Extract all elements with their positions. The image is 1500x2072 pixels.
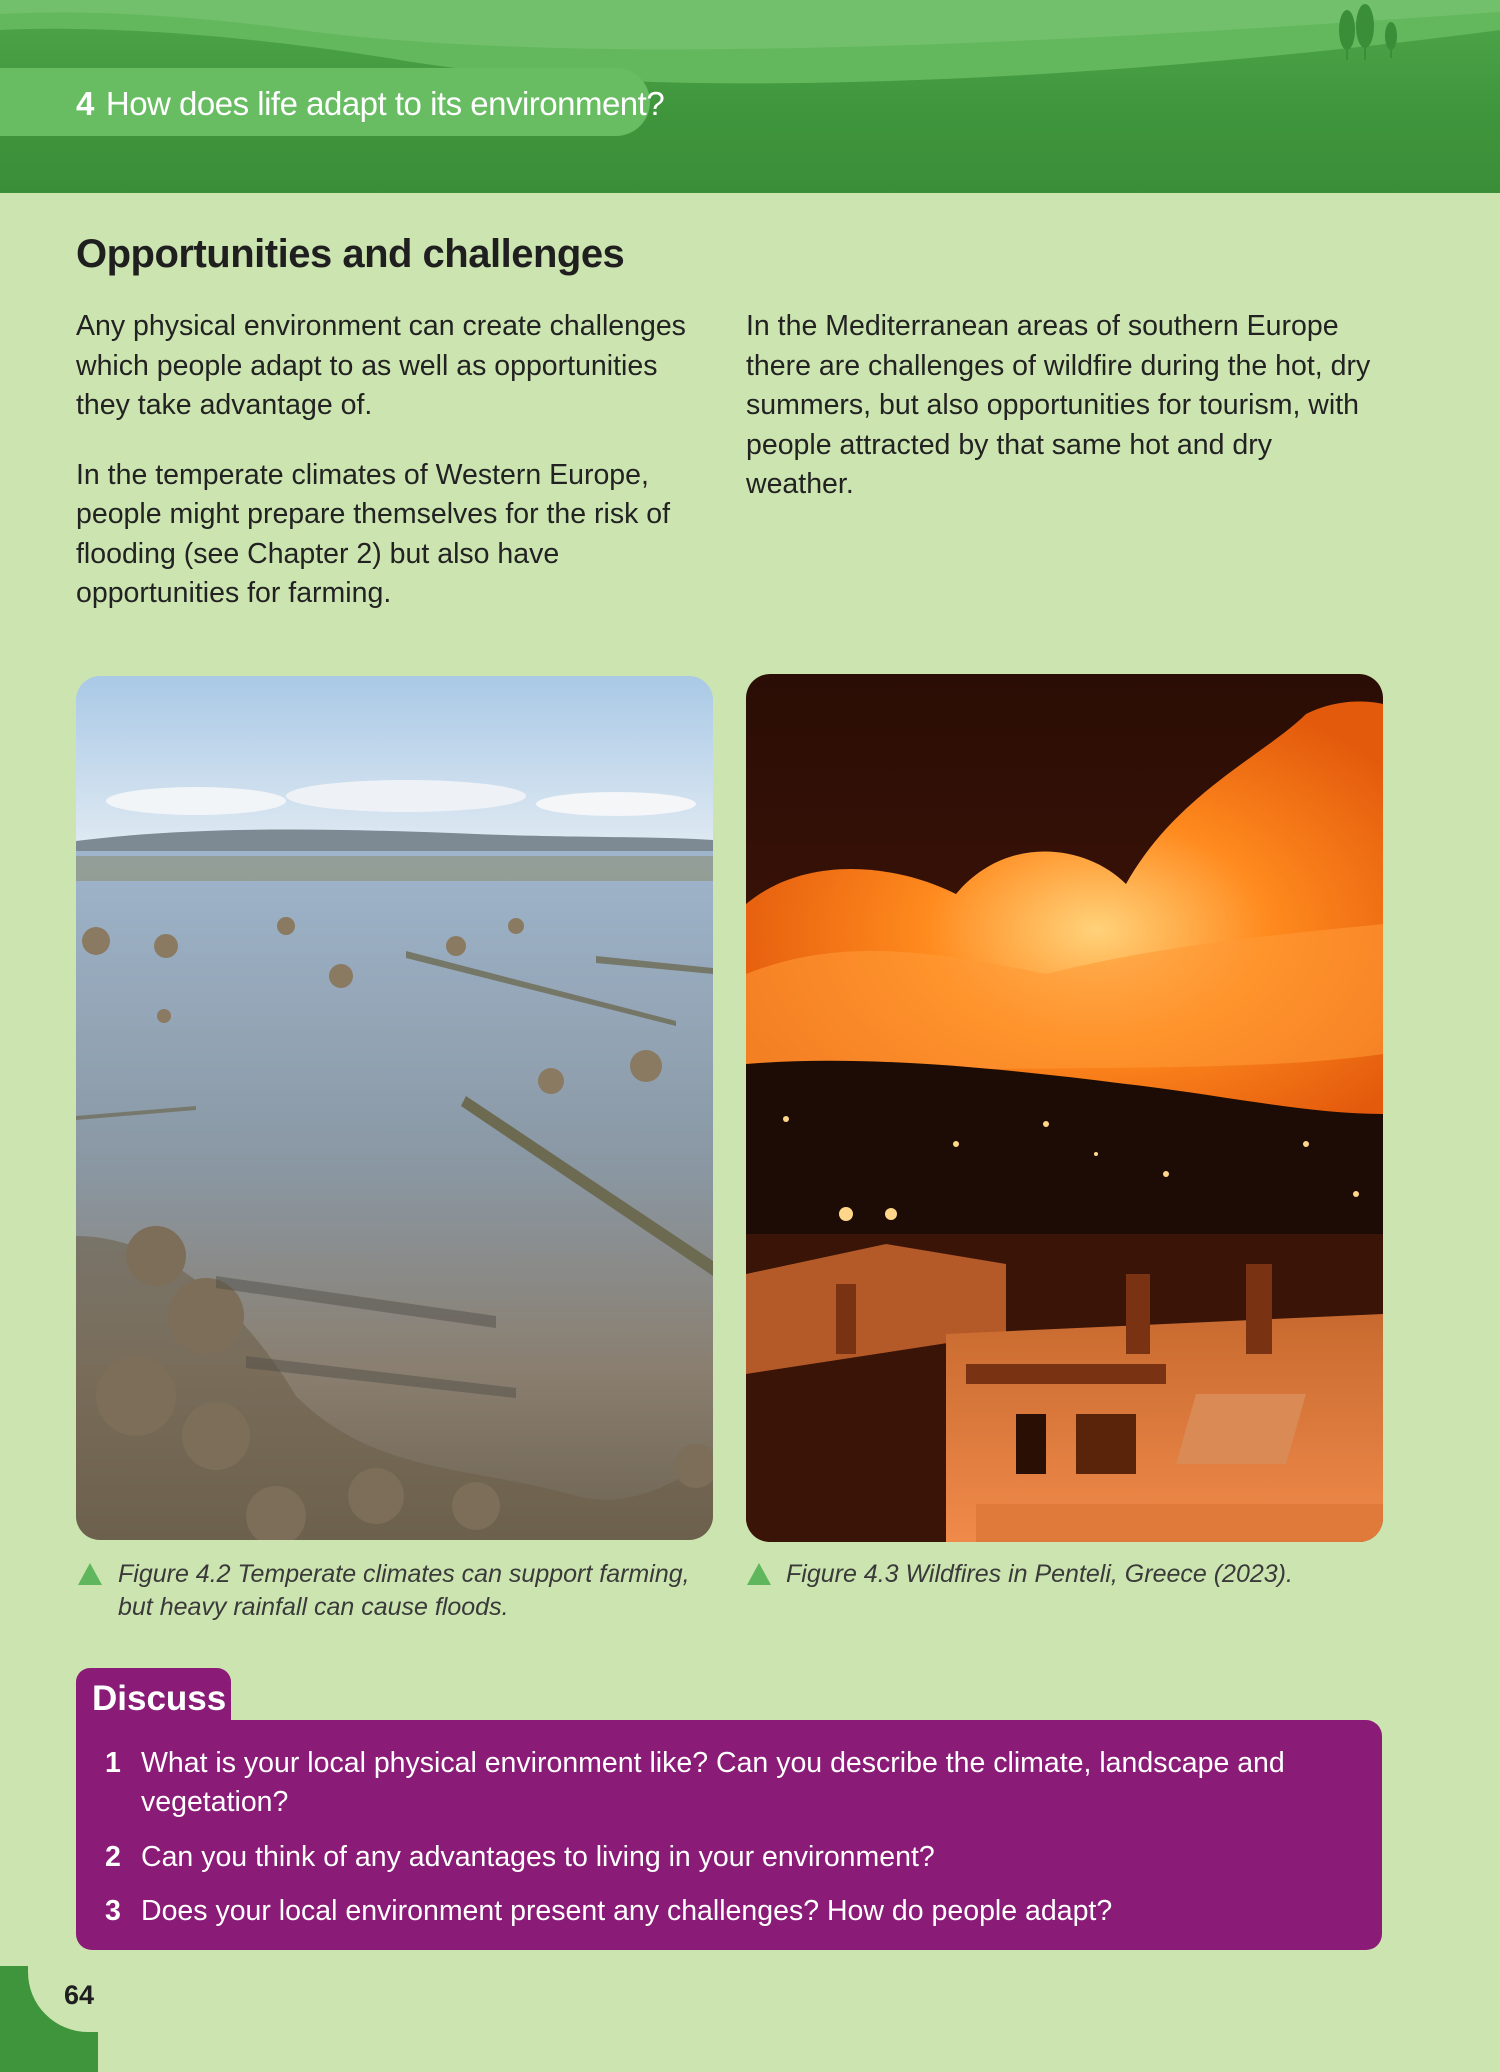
paragraph: Any physical environment can create challenges which people adapt to as well as opportunities they take advantage of. — [76, 310, 686, 421]
flood-photo — [76, 676, 713, 1540]
wildfire-photo — [746, 674, 1383, 1542]
paragraph: In the temperate climates of Western Europe, people might prepare themselves for the risk of flooding (see Chapter 2) but also have opportunities for farming. — [76, 458, 671, 609]
figure-caption-4-3: Figure 4.3 Wildfires in Penteli, Greece (2023). — [786, 1560, 1293, 1588]
caption-triangle-icon — [747, 1563, 771, 1585]
question-number: 1 — [105, 1747, 121, 1779]
chapter-heading — [76, 80, 664, 128]
question-text: Does your local environment present any challenges? How do people adapt? — [141, 1895, 1113, 1927]
right-column — [746, 307, 1386, 535]
left-column — [76, 307, 696, 644]
question-number: 3 — [105, 1895, 121, 1927]
question-text: What is your local physical environment like? Can you describe the climate, landscape and vegetation? — [141, 1747, 1285, 1818]
trees-icon — [1335, 4, 1405, 64]
caption-triangle-icon — [78, 1563, 102, 1585]
question-text: Can you think of any advantages to living in your environment? — [141, 1841, 935, 1873]
chapter-number: 4 — [76, 85, 94, 122]
figure-caption-4-2: Figure 4.2 Temperate climates can support farming, but heavy rainfall can cause floods. — [118, 1560, 690, 1621]
question-number: 2 — [105, 1841, 121, 1873]
page-number: 64 — [64, 1980, 95, 2010]
paragraph: In the Mediterranean areas of southern Europe there are challenges of wildfire during the hot, dry summers, but also opportunities for tourism, with people attracted by that same hot and dry weather. — [746, 310, 1371, 500]
section-title: Opportunities and challenges — [76, 232, 625, 276]
discuss-title: Discuss — [92, 1679, 227, 1718]
chapter-title: How does life adapt to its environment? — [105, 85, 665, 122]
